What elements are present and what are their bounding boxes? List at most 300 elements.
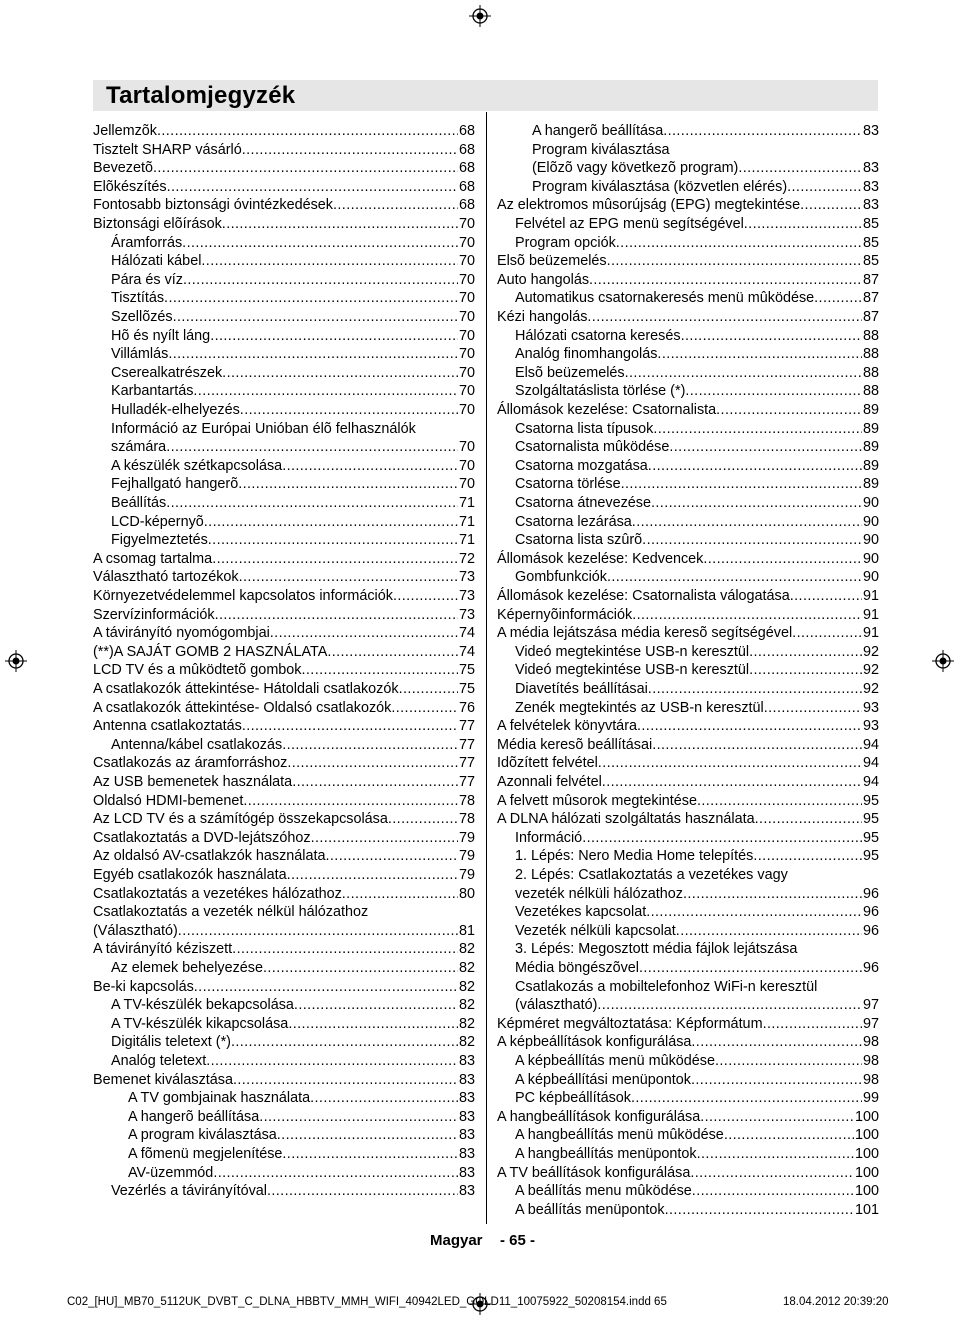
toc-entry[interactable] bbox=[93, 494, 475, 513]
toc-entry[interactable] bbox=[497, 568, 879, 587]
toc-entry-page: 71 bbox=[458, 495, 475, 511]
toc-entry-page: 95 bbox=[862, 848, 879, 865]
dot-leader bbox=[263, 959, 458, 978]
toc-entry-title: A média lejátszása média keresõ segítségével bbox=[497, 625, 793, 642]
dot-leader bbox=[669, 438, 862, 457]
toc-entry-title: A képbeállítási menüpontok bbox=[515, 1071, 692, 1088]
toc-entry[interactable] bbox=[93, 1071, 475, 1090]
toc-entry-page: 82 bbox=[458, 960, 475, 976]
toc-entry-title: Információ bbox=[515, 829, 583, 846]
dot-leader bbox=[665, 1201, 854, 1220]
toc-entry[interactable] bbox=[93, 364, 475, 383]
toc-entry[interactable] bbox=[93, 531, 475, 550]
toc-entry-page: 92 bbox=[862, 643, 879, 660]
toc-entry-page: 75 bbox=[458, 662, 475, 679]
dot-leader bbox=[663, 122, 862, 141]
toc-entry[interactable] bbox=[93, 717, 475, 736]
toc-entry[interactable] bbox=[497, 829, 879, 848]
dot-leader bbox=[182, 234, 458, 253]
toc-entry-page: 97 bbox=[862, 1015, 879, 1032]
dot-leader bbox=[697, 792, 862, 811]
toc-entry-title: Karbantartás bbox=[111, 383, 194, 400]
toc-entry[interactable] bbox=[93, 829, 475, 848]
dot-leader bbox=[243, 792, 458, 811]
dot-leader bbox=[631, 1089, 862, 1108]
toc-entry-title: Elsõ beüzemelés bbox=[497, 253, 607, 270]
toc-entry-title: A távirányító nyomógombjai bbox=[93, 625, 270, 642]
toc-entry-title: Vezetékes kapcsolat bbox=[515, 904, 647, 921]
dot-leader bbox=[653, 420, 862, 439]
toc-entry-title: Az elemek behelyezése bbox=[111, 960, 263, 976]
toc-entry-title: Hálózati kábel bbox=[111, 253, 202, 270]
toc-entry[interactable] bbox=[497, 1145, 879, 1164]
toc-entry-title: Bevezetõ bbox=[93, 160, 154, 177]
toc-entry[interactable] bbox=[93, 215, 475, 234]
toc-entry[interactable] bbox=[497, 903, 879, 922]
toc-entry[interactable] bbox=[93, 903, 475, 940]
toc-entry-title: Állomások kezelése: Csatornalista bbox=[497, 402, 717, 418]
toc-entry[interactable] bbox=[497, 661, 879, 680]
dot-leader bbox=[164, 289, 458, 308]
toc-entry-title: Videó megtekintése USB-n keresztül bbox=[515, 643, 750, 660]
toc-entry-title: Egyéb csatlakozók használata bbox=[93, 867, 287, 883]
toc-entry[interactable] bbox=[93, 661, 475, 680]
dot-leader bbox=[233, 1071, 458, 1090]
toc-entry[interactable] bbox=[497, 978, 879, 1015]
toc-entry-page: 80 bbox=[458, 885, 475, 902]
toc-entry[interactable] bbox=[93, 568, 475, 587]
registration-mark-icon bbox=[932, 650, 954, 672]
dot-leader bbox=[327, 643, 458, 662]
toc-entry-title: Felvétel az EPG menü segítségével bbox=[515, 216, 744, 232]
dot-leader bbox=[589, 271, 862, 290]
toc-entry-title: Az oldalsó AV-csatlakzók használata bbox=[93, 848, 326, 865]
dot-leader bbox=[657, 345, 862, 364]
toc-entry-page: 68 bbox=[458, 123, 475, 139]
toc-entry[interactable] bbox=[497, 1033, 879, 1052]
toc-entry-title: A TV-készülék bekapcsolása bbox=[111, 997, 294, 1014]
page-title: Tartalomjegyzék bbox=[106, 82, 296, 109]
dot-leader bbox=[204, 513, 458, 532]
toc-entry-page: 93 bbox=[862, 699, 879, 716]
toc-entry-page: 87 bbox=[862, 309, 879, 325]
toc-entry-title: A program kiválasztása bbox=[128, 1127, 277, 1144]
toc-entry-title: Idõzített felvétel bbox=[497, 755, 598, 772]
toc-entry-title: LCD-képernyõ bbox=[111, 513, 204, 530]
dot-leader bbox=[724, 1126, 854, 1145]
toc-entry[interactable] bbox=[497, 289, 879, 308]
toc-entry-title: Csatlakoztatás a vezeték nélkül hálózathoz bbox=[93, 904, 369, 921]
toc-entry-title: A csatlakozók áttekintése- Oldalsó csatlakozók bbox=[93, 699, 392, 716]
toc-entry-page: 79 bbox=[458, 848, 475, 865]
toc-entry-title: A csatlakozók áttekintése- Hátoldali csatlakozók bbox=[93, 681, 399, 697]
toc-entry[interactable] bbox=[497, 308, 879, 327]
toc-entry[interactable] bbox=[497, 141, 879, 178]
toc-entry[interactable] bbox=[497, 717, 879, 736]
toc-entry[interactable] bbox=[497, 643, 879, 662]
toc-entry[interactable] bbox=[497, 345, 879, 364]
dot-leader bbox=[651, 494, 862, 513]
toc-entry-title: Hulladék-elhelyezés bbox=[111, 402, 240, 418]
toc-entry-title: Áramforrás bbox=[111, 234, 183, 251]
toc-entry-title: A beállítás menüpontok bbox=[515, 1201, 665, 1218]
toc-entry[interactable] bbox=[93, 680, 475, 699]
toc-entry[interactable] bbox=[93, 1089, 475, 1108]
toc-entry-page: 74 bbox=[458, 643, 475, 660]
toc-entry[interactable] bbox=[93, 847, 475, 866]
toc-entry-title: Csatorna átnevezése bbox=[515, 495, 651, 511]
toc-entry-title: Bemenet kiválasztása bbox=[93, 1071, 233, 1088]
toc-entry[interactable] bbox=[93, 643, 475, 662]
toc-entry-page: 70 bbox=[458, 253, 475, 270]
dot-leader bbox=[744, 215, 862, 234]
toc-entry[interactable] bbox=[93, 234, 475, 253]
toc-entry-page: 88 bbox=[862, 364, 879, 381]
toc-entry-title: Csatorna lezárása bbox=[515, 513, 632, 530]
toc-entry-title: Csatlakozás az áramforráshoz bbox=[93, 755, 288, 772]
toc-entry-page: 98 bbox=[862, 1053, 879, 1069]
registration-mark-icon bbox=[469, 5, 491, 27]
toc-entry[interactable] bbox=[497, 866, 879, 903]
toc-entry[interactable] bbox=[93, 289, 475, 308]
toc-entry-page: 73 bbox=[458, 588, 475, 604]
toc-entry-title: Szellõzés bbox=[111, 309, 173, 325]
toc-entry-page: 70 bbox=[458, 271, 475, 288]
dot-leader bbox=[681, 327, 862, 346]
print-slug-file: C02_[HU]_MB70_5112UK_DVBT_C_DLNA_HBBTV_MMH_WIFI_40942LED_GOLD11_10075922_50208154.indd 65 bbox=[67, 1296, 667, 1308]
toc-entry[interactable] bbox=[93, 550, 475, 569]
print-slug-date: 18.04.2012 20:39:20 bbox=[783, 1296, 889, 1308]
footer-page-number: - 65 - bbox=[500, 1232, 536, 1249]
toc-entry[interactable] bbox=[93, 1182, 475, 1201]
dot-leader bbox=[239, 568, 458, 587]
toc-entry[interactable] bbox=[93, 978, 475, 997]
toc-entry[interactable] bbox=[93, 475, 475, 494]
toc-entry-page: 89 bbox=[862, 420, 879, 437]
toc-entry-title: Szervízinformációk bbox=[93, 606, 215, 623]
toc-entry[interactable] bbox=[93, 122, 475, 141]
toc-entry-page: 77 bbox=[458, 755, 475, 772]
toc-entry-page: 90 bbox=[862, 495, 879, 511]
dot-leader bbox=[753, 847, 862, 866]
toc-entry-page: 70 bbox=[458, 439, 475, 456]
toc-entry-page: 85 bbox=[862, 253, 879, 270]
dot-leader bbox=[166, 438, 458, 457]
dot-leader bbox=[388, 810, 458, 829]
toc-entry-title: Gombfunkciók bbox=[515, 569, 607, 586]
dot-leader bbox=[215, 606, 458, 625]
toc-entry-title: Tisztítás bbox=[111, 290, 165, 307]
toc-entry[interactable] bbox=[497, 940, 879, 977]
toc-entry-page: 72 bbox=[458, 550, 475, 567]
dot-leader bbox=[582, 829, 862, 848]
toc-entry-page: 74 bbox=[458, 625, 475, 642]
toc-entry-title: A hangerõ beállítása bbox=[532, 123, 664, 139]
dot-leader bbox=[194, 978, 458, 997]
toc-entry-title: 2. Lépés: Csatlakoztatás a vezetékes vagy bbox=[515, 867, 788, 883]
toc-entry-page: 68 bbox=[458, 160, 475, 177]
toc-entry[interactable] bbox=[497, 1015, 879, 1034]
toc-entry-page: 83 bbox=[862, 178, 879, 195]
dot-leader bbox=[787, 178, 862, 197]
toc-entry[interactable] bbox=[497, 1052, 879, 1071]
dot-leader bbox=[607, 252, 862, 271]
dot-leader bbox=[282, 736, 458, 755]
toc-entry[interactable] bbox=[93, 196, 475, 215]
dot-leader bbox=[646, 903, 862, 922]
toc-entry-title: A képbeállítások konfigurálása bbox=[497, 1034, 692, 1051]
dot-leader bbox=[814, 289, 862, 308]
toc-entry[interactable] bbox=[497, 587, 879, 606]
toc-entry-page: 89 bbox=[862, 457, 879, 474]
toc-entry[interactable] bbox=[93, 866, 475, 885]
toc-entry[interactable] bbox=[497, 196, 879, 215]
toc-entry-page: 90 bbox=[862, 569, 879, 586]
toc-entry-page: 77 bbox=[458, 736, 475, 753]
dot-leader bbox=[231, 1033, 458, 1052]
dot-leader bbox=[183, 271, 458, 290]
toc-entry[interactable] bbox=[497, 420, 879, 439]
toc-entry-title: Zenék megtekintés az USB-n keresztül bbox=[515, 699, 764, 716]
toc-entry-page: 91 bbox=[862, 606, 879, 623]
toc-entry[interactable] bbox=[497, 1201, 879, 1220]
toc-entry-title: Képernyõinformációk bbox=[497, 606, 633, 623]
toc-entry-page: 89 bbox=[862, 476, 879, 493]
toc-entry[interactable] bbox=[93, 141, 475, 160]
toc-entry[interactable] bbox=[93, 1164, 475, 1183]
dot-leader bbox=[625, 364, 862, 383]
dot-leader bbox=[715, 1052, 862, 1071]
dot-leader bbox=[294, 996, 458, 1015]
toc-entry-page: 83 bbox=[458, 1053, 475, 1069]
toc-entry[interactable] bbox=[497, 513, 879, 532]
toc-entry[interactable] bbox=[93, 624, 475, 643]
toc-entry[interactable] bbox=[497, 215, 879, 234]
toc-entry[interactable] bbox=[497, 847, 879, 866]
toc-entry[interactable] bbox=[497, 327, 879, 346]
toc-entry-title-continued: (Választható) bbox=[93, 922, 178, 939]
dot-leader bbox=[173, 308, 458, 327]
toc-entry-title: Figyelmeztetés bbox=[111, 532, 208, 549]
dot-leader bbox=[311, 829, 458, 848]
toc-entry[interactable] bbox=[497, 810, 879, 829]
toc-entry[interactable] bbox=[93, 345, 475, 364]
toc-entry-title: Program kiválasztása bbox=[532, 141, 670, 158]
toc-entry-page: 83 bbox=[458, 1108, 475, 1125]
toc-entry-page: 82 bbox=[458, 978, 475, 995]
toc-entry[interactable] bbox=[497, 550, 879, 569]
toc-entry-page: 70 bbox=[458, 364, 475, 381]
toc-entry[interactable] bbox=[93, 1108, 475, 1127]
toc-entry[interactable] bbox=[93, 513, 475, 532]
toc-entry-page: 98 bbox=[862, 1034, 879, 1051]
toc-entry[interactable] bbox=[497, 178, 879, 197]
toc-entry[interactable] bbox=[93, 885, 475, 904]
toc-entry-page: 93 bbox=[862, 718, 879, 735]
dot-leader bbox=[738, 159, 862, 178]
toc-entry[interactable] bbox=[93, 252, 475, 271]
toc-entry[interactable] bbox=[497, 1182, 879, 1201]
toc-entry[interactable] bbox=[497, 252, 879, 271]
toc-entry-page: 68 bbox=[458, 197, 475, 214]
toc-entry[interactable] bbox=[93, 736, 475, 755]
toc-entry-title: Csatornalista mûködése bbox=[515, 439, 670, 456]
toc-entry-page: 75 bbox=[458, 681, 475, 697]
toc-entry-page: 76 bbox=[458, 699, 475, 716]
toc-entry[interactable] bbox=[497, 792, 879, 811]
dot-leader bbox=[652, 736, 862, 755]
toc-entry[interactable] bbox=[93, 178, 475, 197]
toc-entry-page: 92 bbox=[862, 662, 879, 679]
toc-entry[interactable] bbox=[497, 531, 879, 550]
toc-entry-page: 83 bbox=[862, 160, 879, 177]
toc-entry[interactable] bbox=[93, 940, 475, 959]
toc-entry[interactable] bbox=[497, 1071, 879, 1090]
toc-entry-page: 71 bbox=[458, 513, 475, 530]
toc-entry[interactable] bbox=[93, 1033, 475, 1052]
toc-entry[interactable] bbox=[93, 327, 475, 346]
toc-entry[interactable] bbox=[93, 587, 475, 606]
toc-entry-title: A TV gombjainak használata bbox=[128, 1090, 311, 1107]
toc-entry-page: 83 bbox=[458, 1183, 475, 1200]
toc-entry[interactable] bbox=[497, 1164, 879, 1183]
toc-entry[interactable] bbox=[497, 438, 879, 457]
toc-entry[interactable] bbox=[93, 420, 475, 457]
toc-entry-title: Cserealkatrészek bbox=[111, 364, 223, 381]
toc-entry-page: 83 bbox=[458, 1071, 475, 1088]
toc-entry[interactable] bbox=[93, 308, 475, 327]
toc-entry-title: Analóg teletext bbox=[111, 1053, 207, 1069]
toc-entry-page: 70 bbox=[458, 346, 475, 363]
toc-entry-title-continued: (Elõzõ vagy következõ program) bbox=[532, 160, 739, 177]
dot-leader bbox=[201, 252, 458, 271]
toc-entry[interactable] bbox=[93, 159, 475, 178]
toc-entry-page: 70 bbox=[458, 327, 475, 344]
toc-entry-title: Elsõ beüzemelés bbox=[515, 364, 625, 381]
column-divider bbox=[486, 112, 487, 1224]
dot-leader bbox=[676, 922, 862, 941]
toc-entry[interactable] bbox=[497, 364, 879, 383]
toc-entry[interactable] bbox=[93, 699, 475, 718]
toc-entry-page: 96 bbox=[862, 885, 879, 902]
toc-entry[interactable] bbox=[497, 382, 879, 401]
toc-entry-title: A DLNA hálózati szolgáltatás használata bbox=[497, 811, 755, 828]
toc-entry-page: 82 bbox=[458, 941, 475, 958]
dot-leader bbox=[648, 680, 862, 699]
footer-language: Magyar bbox=[430, 1232, 483, 1249]
dot-leader bbox=[166, 494, 458, 513]
toc-entry-title: A hangbeállítás menüpontok bbox=[515, 1146, 697, 1162]
toc-entry-title: Hõ és nyílt láng bbox=[111, 327, 211, 344]
toc-entry[interactable] bbox=[497, 922, 879, 941]
toc-entry-page: 85 bbox=[862, 234, 879, 251]
dot-leader bbox=[598, 754, 862, 773]
toc-entry-page: 79 bbox=[458, 829, 475, 846]
toc-entry[interactable] bbox=[497, 754, 879, 773]
toc-entry[interactable] bbox=[93, 1015, 475, 1034]
toc-entry[interactable] bbox=[497, 1108, 879, 1127]
toc-entry[interactable] bbox=[93, 401, 475, 420]
toc-entry[interactable] bbox=[93, 773, 475, 792]
toc-entry[interactable] bbox=[497, 401, 879, 420]
dot-leader bbox=[642, 531, 862, 550]
toc-entry[interactable] bbox=[93, 457, 475, 476]
toc-entry[interactable] bbox=[497, 475, 879, 494]
toc-entry[interactable] bbox=[93, 1145, 475, 1164]
dot-leader bbox=[763, 1015, 862, 1034]
toc-entry-title: Beállítás bbox=[111, 495, 167, 511]
toc-entry[interactable] bbox=[497, 773, 879, 792]
toc-entry[interactable] bbox=[497, 122, 879, 141]
toc-entry-page: 90 bbox=[862, 532, 879, 549]
toc-entry-page: 91 bbox=[862, 588, 879, 604]
dot-leader bbox=[697, 1145, 854, 1164]
toc-entry[interactable] bbox=[497, 680, 879, 699]
dot-leader bbox=[222, 215, 458, 234]
dot-leader bbox=[749, 661, 862, 680]
toc-entry-page: 83 bbox=[458, 1146, 475, 1162]
dot-leader bbox=[692, 1182, 854, 1201]
dot-leader bbox=[259, 1108, 458, 1127]
registration-mark-icon bbox=[5, 650, 27, 672]
toc-entry-page: 96 bbox=[862, 904, 879, 921]
toc-entry[interactable] bbox=[497, 457, 879, 476]
toc-entry[interactable] bbox=[93, 1052, 475, 1071]
toc-entry-page: 73 bbox=[458, 606, 475, 623]
toc-entry[interactable] bbox=[93, 754, 475, 773]
toc-entry[interactable] bbox=[93, 606, 475, 625]
toc-entry[interactable] bbox=[497, 1126, 879, 1145]
toc-entry-title: A fõmenü megjelenítése bbox=[128, 1146, 283, 1162]
dot-leader bbox=[287, 866, 458, 885]
toc-entry[interactable] bbox=[497, 1089, 879, 1108]
toc-entry-title-continued: (választható) bbox=[515, 997, 598, 1014]
toc-entry-page: 100 bbox=[854, 1164, 879, 1181]
toc-entry-title: Média keresõ beállításai bbox=[497, 736, 653, 753]
toc-entry[interactable] bbox=[93, 382, 475, 401]
toc-entry-title: Vezérlés a távirányítóval bbox=[111, 1183, 267, 1200]
toc-entry-page: 92 bbox=[862, 681, 879, 697]
dot-leader bbox=[621, 475, 862, 494]
toc-entry[interactable] bbox=[497, 606, 879, 625]
toc-entry-title: LCD TV és a mûködtetõ gombok bbox=[93, 662, 302, 679]
toc-entry-title: Azonnali felvétel bbox=[497, 774, 602, 790]
toc-entry-page: 90 bbox=[862, 513, 879, 530]
toc-entry[interactable] bbox=[93, 1126, 475, 1145]
dot-leader bbox=[792, 624, 862, 643]
dot-leader bbox=[238, 475, 458, 494]
dot-leader bbox=[213, 1164, 458, 1183]
dot-leader bbox=[288, 1015, 458, 1034]
toc-entry[interactable] bbox=[497, 271, 879, 290]
toc-entry[interactable] bbox=[93, 810, 475, 829]
dot-leader bbox=[267, 1182, 458, 1201]
toc-entry[interactable] bbox=[93, 996, 475, 1015]
toc-entry[interactable] bbox=[497, 624, 879, 643]
toc-entry[interactable] bbox=[93, 792, 475, 811]
toc-entry-page: 70 bbox=[458, 402, 475, 418]
toc-entry[interactable] bbox=[93, 271, 475, 290]
toc-entry-page: 81 bbox=[458, 922, 475, 939]
toc-entry[interactable] bbox=[93, 959, 475, 978]
toc-entry-title: Állomások kezelése: Kedvencek bbox=[497, 550, 704, 567]
toc-entry[interactable] bbox=[497, 736, 879, 755]
toc-entry[interactable] bbox=[497, 699, 879, 718]
toc-entry-title: Állomások kezelése: Csatornalista válogatása bbox=[497, 588, 790, 604]
toc-entry[interactable] bbox=[497, 234, 879, 253]
toc-entry[interactable] bbox=[497, 494, 879, 513]
toc-entry-title: A távirányító kéziszett bbox=[93, 941, 233, 958]
